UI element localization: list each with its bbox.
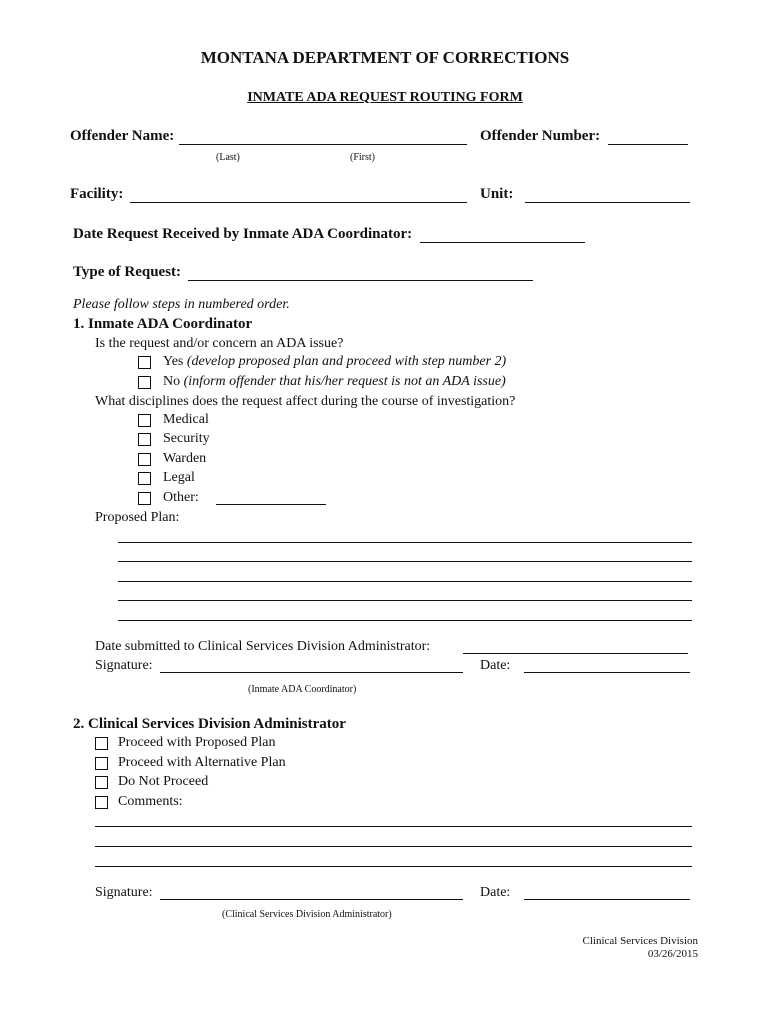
security-checkbox[interactable] bbox=[138, 433, 151, 446]
step2-heading: 2. Clinical Services Division Administrator bbox=[73, 716, 346, 732]
proceed-plan-checkbox[interactable] bbox=[95, 737, 108, 750]
footer-date: 03/26/2015 bbox=[647, 948, 698, 960]
no-checkbox[interactable] bbox=[138, 376, 151, 389]
signature-label: Signature: bbox=[95, 885, 153, 900]
alternative-plan-label: Proceed with Alternative Plan bbox=[118, 755, 286, 770]
offender-number-label: Offender Number: bbox=[480, 128, 601, 144]
medical-label: Medical bbox=[163, 412, 209, 427]
no-option bbox=[163, 374, 506, 390]
legal-label: Legal bbox=[163, 470, 195, 485]
do-not-proceed-label: Do Not Proceed bbox=[118, 774, 209, 789]
name-first-caption: (First) bbox=[350, 152, 375, 163]
signer-caption: (Inmate ADA Coordinator) bbox=[248, 684, 357, 695]
comments-checkbox[interactable] bbox=[95, 796, 108, 809]
offender-number-field[interactable] bbox=[608, 128, 688, 144]
ada-issue-question: Is the request and/or concern an ADA issue? bbox=[95, 336, 344, 351]
facility-line bbox=[130, 202, 467, 203]
disciplines-question: What disciplines does the request affect during the course of investigation? bbox=[95, 394, 516, 409]
other-label: Other: bbox=[163, 490, 199, 505]
type-of-request-line bbox=[188, 280, 533, 281]
warden-checkbox[interactable] bbox=[138, 453, 151, 466]
offender-name-field[interactable] bbox=[179, 128, 467, 144]
date-field[interactable] bbox=[524, 658, 690, 674]
proceed-plan-label: Proceed with Proposed Plan bbox=[118, 735, 276, 750]
comments-label: Comments: bbox=[118, 794, 183, 809]
unit-line bbox=[525, 202, 690, 203]
signature-field[interactable] bbox=[160, 885, 463, 901]
do-not-proceed-checkbox[interactable] bbox=[95, 776, 108, 789]
offender-name-label: Offender Name: bbox=[70, 128, 175, 144]
form-subtitle: INMATE ADA REQUEST ROUTING FORM bbox=[247, 90, 523, 105]
name-last-caption: (Last) bbox=[216, 152, 240, 163]
comments-field[interactable] bbox=[95, 812, 692, 868]
proposed-plan-field[interactable] bbox=[118, 528, 692, 622]
alternative-plan-checkbox[interactable] bbox=[95, 757, 108, 770]
no-label: No bbox=[163, 374, 181, 389]
signature-field[interactable] bbox=[160, 658, 463, 674]
yes-option bbox=[163, 354, 506, 370]
date-received-field[interactable] bbox=[420, 226, 585, 242]
other-checkbox[interactable] bbox=[138, 492, 151, 505]
instructions-text: Please follow steps in numbered order. bbox=[73, 297, 290, 312]
other-field[interactable] bbox=[216, 490, 326, 506]
offender-number-line bbox=[608, 144, 688, 145]
offender-name-line bbox=[179, 144, 467, 145]
yes-label: Yes bbox=[163, 354, 184, 369]
warden-label: Warden bbox=[163, 451, 207, 466]
page-title: MONTANA DEPARTMENT OF CORRECTIONS bbox=[200, 48, 570, 67]
date-label: Date: bbox=[480, 658, 511, 673]
date-received-line bbox=[420, 242, 585, 243]
medical-checkbox[interactable] bbox=[138, 414, 151, 427]
yes-checkbox[interactable] bbox=[138, 356, 151, 369]
step1-heading: 1. Inmate ADA Coordinator bbox=[73, 316, 253, 332]
date-submitted-field[interactable] bbox=[463, 639, 688, 655]
type-of-request-label: Type of Request: bbox=[73, 264, 182, 280]
proposed-plan-label: Proposed Plan: bbox=[95, 510, 180, 525]
date-submitted-label: Date submitted to Clinical Services Division Administrator: bbox=[95, 639, 431, 654]
date-received-label: Date Request Received by Inmate ADA Coordinator: bbox=[73, 226, 413, 242]
facility-label: Facility: bbox=[70, 186, 124, 202]
signer-caption: (Clinical Services Division Administrator) bbox=[222, 909, 392, 920]
date-field[interactable] bbox=[524, 885, 690, 901]
legal-checkbox[interactable] bbox=[138, 472, 151, 485]
facility-field[interactable] bbox=[130, 186, 467, 202]
unit-field[interactable] bbox=[525, 186, 690, 202]
type-of-request-field[interactable] bbox=[188, 264, 533, 280]
signature-label: Signature: bbox=[95, 658, 153, 673]
yes-note: (develop proposed plan and proceed with step number 2) bbox=[186, 354, 507, 369]
unit-label: Unit: bbox=[480, 186, 514, 202]
no-note: (inform offender that his/her request is not an ADA issue) bbox=[183, 374, 506, 389]
security-label: Security bbox=[163, 431, 210, 446]
footer-division: Clinical Services Division bbox=[582, 935, 698, 947]
date-label: Date: bbox=[480, 885, 511, 900]
